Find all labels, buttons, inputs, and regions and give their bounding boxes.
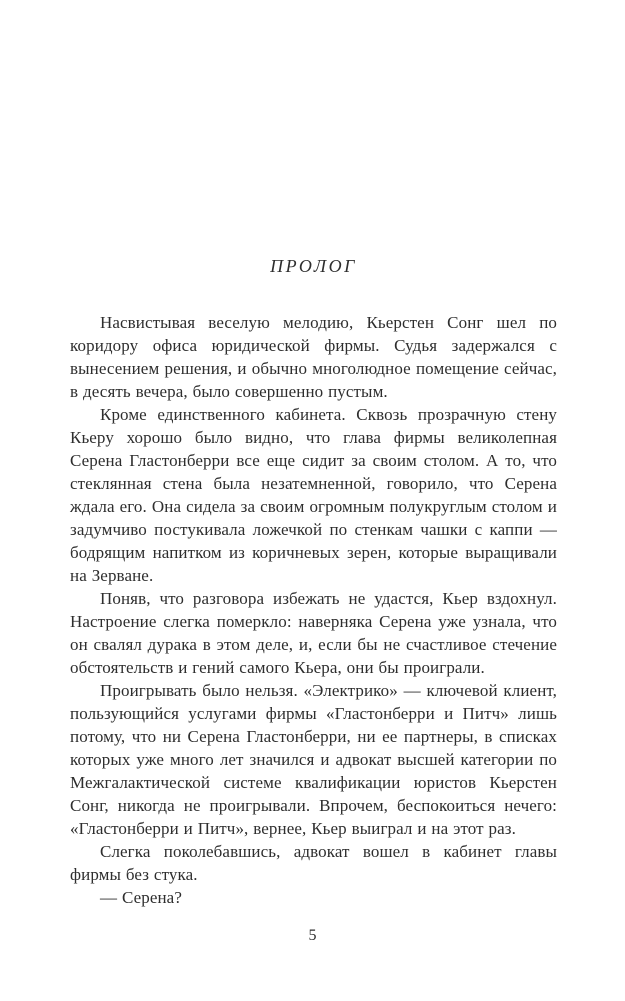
- text-block: [70, 311, 557, 909]
- paragraph: Поняв, что разговора избежать не удастся, Кьер вздохнул. Настроение слегка померкло: наверняка Серена уже узнала, что он свалял дурака в этом деле, и, если бы не счастливое стечение обстоятельств и гений самого Кьера, они бы проиграли.: [70, 589, 557, 677]
- paragraph: Слегка поколебавшись, адвокат вошел в кабинет главы фирмы без стука.: [70, 842, 557, 884]
- paragraph: Кроме единственного кабинета. Сквозь прозрачную стену Кьеру хорошо было видно, что глава фирмы великолепная Серена Гластонберри все еще сидит за своим столом. А то, что стеклянная стена была незатемненной, говорило, что Серена ждала его. Она сидела за своим огромным полукруглым столом и задумчиво постукивала ложечкой по стенкам чашки с каппи — бодрящим напитком из коричневых зерен, которые выращивали на Зерване.: [70, 405, 557, 585]
- paragraph: Проигрывать было нельзя. «Электрико» — ключевой клиент, пользующийся услугами фирмы «Гластонберри и Питч» лишь потому, что ни Серена Гластонберри, ни ее партнеры, в списках которых уже много лет значился и адвокат высшей категории по Межгалактической системе квалификации юристов Кьерстен Сонг, никогда не проигрывали. Впрочем, беспокоиться нечего: «Гластонберри и Питч», вернее, Кьер выиграл и на этот раз.: [70, 681, 557, 838]
- page-number: 5: [308, 927, 317, 944]
- chapter-title: ПРОЛОГ: [270, 256, 357, 276]
- paragraph: — Серена?: [100, 888, 182, 907]
- paragraph: Насвистывая веселую мелодию, Кьерстен Сонг шел по коридору офиса юридической фирмы. Судья задержался с вынесением решения, и обычно многолюдное помещение сейчас, в десять вечера, было совершенно пустым.: [70, 313, 557, 401]
